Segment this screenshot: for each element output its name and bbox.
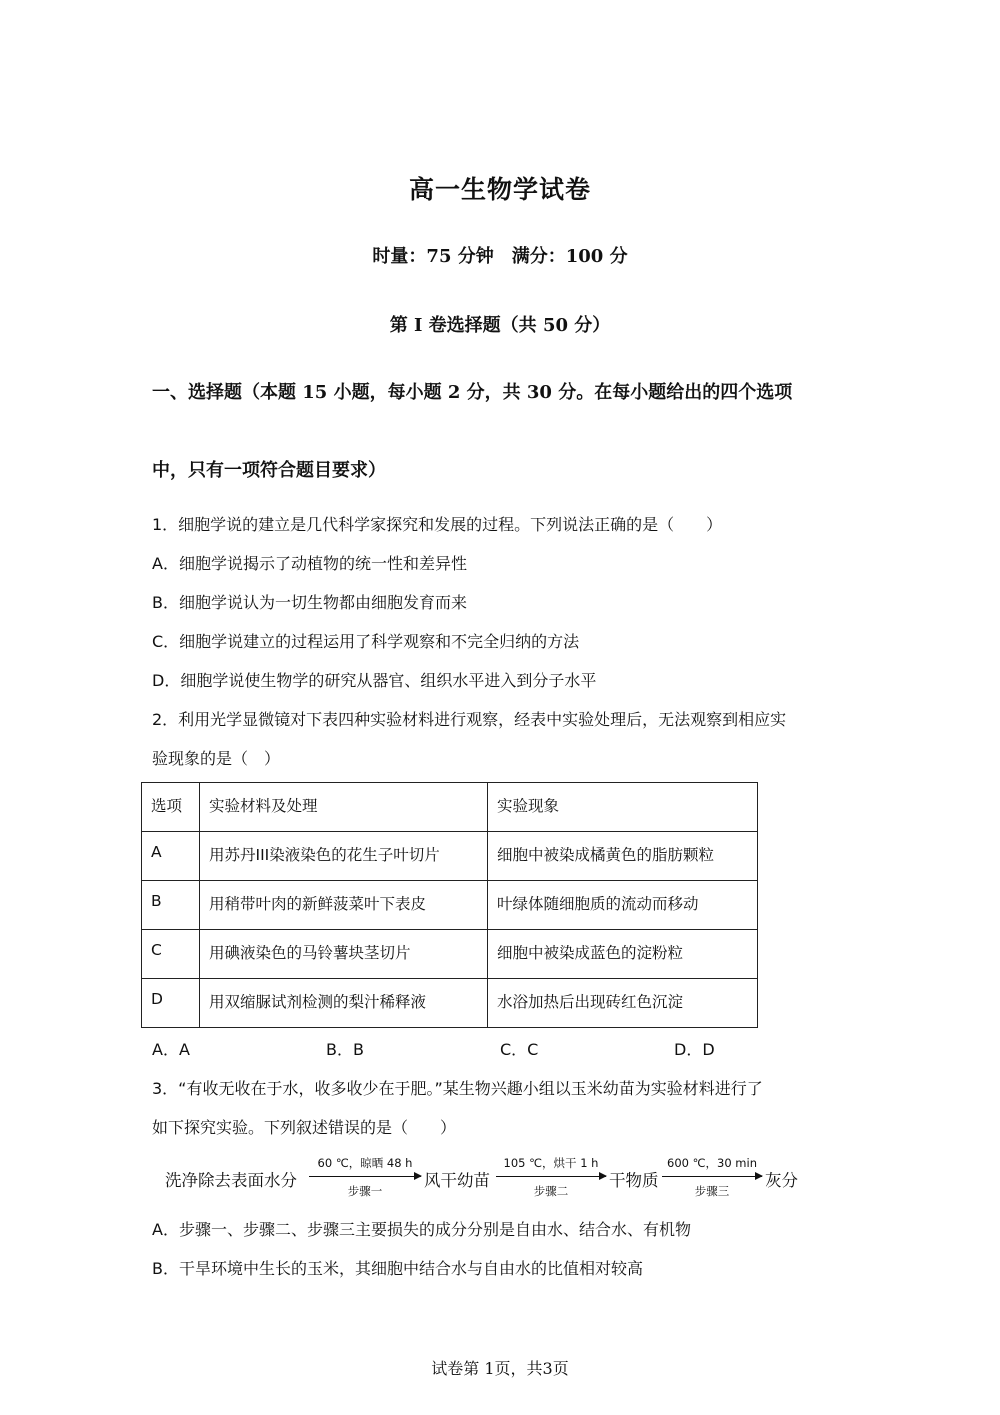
table-cell: D — [142, 979, 200, 1028]
table-cell: 用稍带叶肉的新鲜菠菜叶下表皮 — [200, 881, 488, 930]
q2-stem-line2: 验现象的是（ ） — [152, 749, 281, 768]
page-footer: 试卷第 1页，共3页 — [431, 1359, 569, 1378]
table-cell: 用双缩脲试剂检测的梨汁稀释液 — [200, 979, 488, 1028]
flow-step-1: 步骤一 — [347, 1184, 383, 1198]
flow-node-dry-matter: 干物质 — [609, 1171, 659, 1190]
table-header-cell: 实验现象 — [488, 783, 758, 832]
flow-condition-3: 600 ℃，30 min — [667, 1156, 757, 1170]
flow-step-3: 步骤三 — [694, 1184, 730, 1198]
q2-option-c: C．C — [500, 1040, 539, 1059]
table-cell: B — [142, 881, 200, 930]
section-heading-line2: 中，只有一项符合题目要求） — [152, 460, 386, 481]
q1-option-b: B．细胞学说认为一切生物都由细胞发育而来 — [152, 593, 467, 612]
flow-arrow-icon — [309, 1176, 421, 1177]
table-header-cell: 实验材料及处理 — [200, 783, 488, 832]
exam-meta: 时量：75 分钟 满分：100 分 — [372, 246, 628, 267]
q2-option-a: A．A — [152, 1040, 190, 1059]
table-row — [142, 832, 758, 881]
experiment-table — [141, 782, 758, 1028]
part-heading: 第 I 卷选择题（共 50 分） — [389, 315, 611, 336]
flow-arrow-icon — [496, 1176, 606, 1177]
q1-option-c: C．细胞学说建立的过程运用了科学观察和不完全归纳的方法 — [152, 632, 580, 651]
section-heading-line1: 一、选择题（本题 15 小题，每小题 2 分，共 30 分。在每小题给出的四个选项 — [152, 382, 793, 403]
table-row — [142, 930, 758, 979]
q3-stem-line2: 如下探究实验。下列叙述错误的是（ ） — [152, 1118, 457, 1137]
table-cell: 叶绿体随细胞质的流动而移动 — [488, 881, 758, 930]
q3-option-b: B．干旱环境中生长的玉米，其细胞中结合水与自由水的比值相对较高 — [152, 1259, 643, 1278]
table-cell: 水浴加热后出现砖红色沉淀 — [488, 979, 758, 1028]
flow-node-start: 洗净除去表面水分 — [165, 1171, 297, 1190]
flow-node-dried-seedling: 风干幼苗 — [424, 1171, 490, 1190]
flow-step-2: 步骤二 — [533, 1184, 569, 1198]
q2-option-d: D．D — [674, 1040, 715, 1059]
q2-stem-line1: 2．利用光学显微镜对下表四种实验材料进行观察，经表中实验处理后，无法观察到相应实 — [152, 710, 787, 729]
table-header-row — [142, 783, 758, 832]
table-row — [142, 881, 758, 930]
flow-arrow-icon — [662, 1176, 762, 1177]
flow-condition-2: 105 ℃，烘干 1 h — [503, 1156, 599, 1170]
process-flow-diagram — [165, 1155, 805, 1200]
q2-options — [152, 1037, 802, 1059]
table-cell: A — [142, 832, 200, 881]
flow-node-ash: 灰分 — [765, 1171, 798, 1190]
table-cell: 用碘液染色的马铃薯块茎切片 — [200, 930, 488, 979]
table-header-cell: 选项 — [142, 783, 200, 832]
page-title: 高一生物学试卷 — [408, 175, 591, 204]
table-cell: 用苏丹III染液染色的花生子叶切片 — [200, 832, 488, 881]
table-cell: C — [142, 930, 200, 979]
table-cell: 细胞中被染成蓝色的淀粉粒 — [488, 930, 758, 979]
q1-option-d: D．细胞学说使生物学的研究从器官、组织水平进入到分子水平 — [152, 671, 597, 690]
table-row — [142, 979, 758, 1028]
q3-stem-line1: 3．“有收无收在于水，收多收少在于肥。”某生物兴趣小组以玉米幼苗为实验材料进行了 — [152, 1079, 763, 1098]
flow-condition-1: 60 ℃，晾晒 48 h — [317, 1156, 413, 1170]
q1-option-a: A．细胞学说揭示了动植物的统一性和差异性 — [152, 554, 467, 573]
q3-option-a: A．步骤一、步骤二、步骤三主要损失的成分分别是自由水、结合水、有机物 — [152, 1220, 691, 1239]
table-cell: 细胞中被染成橘黄色的脂肪颗粒 — [488, 832, 758, 881]
q1-stem: 1．细胞学说的建立是几代科学家探究和发展的过程。下列说法正确的是（ ） — [152, 515, 723, 534]
q2-option-b: B．B — [326, 1040, 364, 1059]
